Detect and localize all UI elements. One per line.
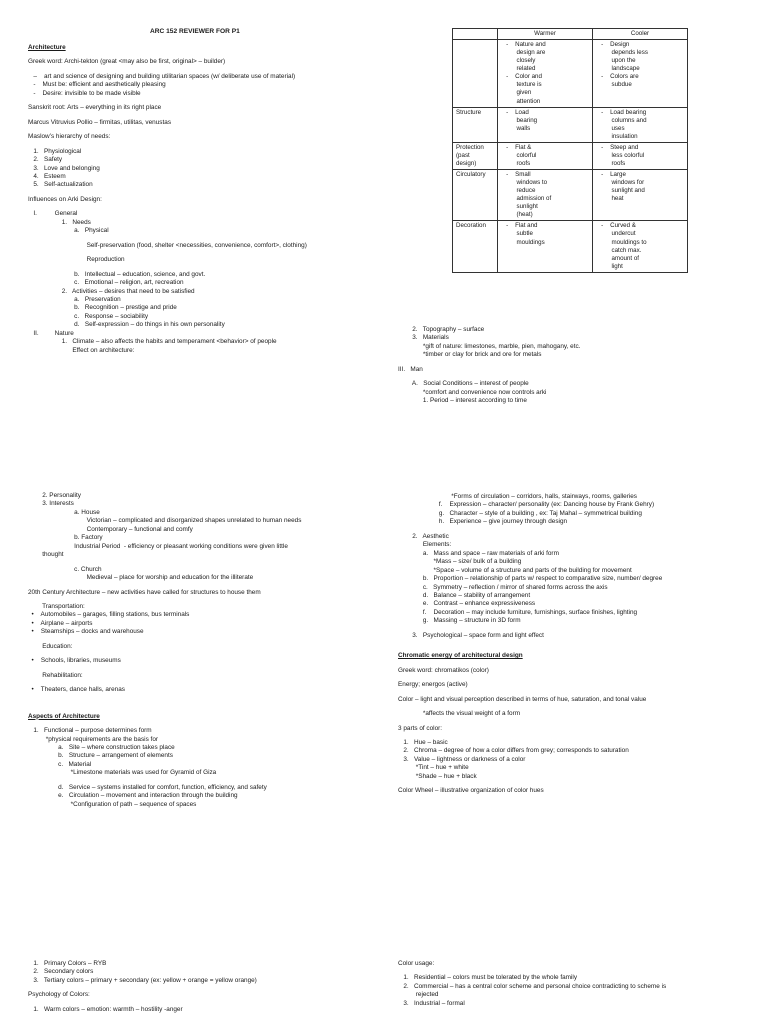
text-line: *Space – volume of a structure and parts of the building for movement bbox=[398, 566, 632, 574]
text-line: 2. Chroma – degree of how a color differs from grey; corresponds to saturation bbox=[398, 747, 629, 755]
text-line: 5. Self-actualization bbox=[28, 181, 93, 189]
text-line: Transportation: bbox=[28, 602, 85, 610]
text-line: g. Character – style of a building , ex: Taj Mahal – symmetrical building bbox=[398, 509, 642, 517]
table-cell: - Steep and less colorful roofs bbox=[593, 142, 688, 169]
text-line: Elements: bbox=[398, 541, 452, 549]
text-line: Psychology of Colors: bbox=[28, 991, 90, 999]
text-line: e. Circulation – movement and interaction through the building bbox=[28, 792, 238, 800]
text-line: Sanskrit root: Arts – everything in its right place bbox=[28, 104, 162, 112]
text-line: b. Factory bbox=[28, 534, 103, 542]
text-line: f. Expression – character/ personality (ex: Dancing house by Frank Gehry) bbox=[398, 501, 655, 509]
text-line: 1. Climate – also affects the habits and temperament <behavior> of people bbox=[28, 338, 277, 346]
text-line: 1. Physiological bbox=[28, 147, 82, 155]
text-line: *Shade – hue + black bbox=[398, 772, 477, 780]
text-line: a. Preservation bbox=[28, 295, 121, 303]
text-line: • Schools, libraries, museums bbox=[28, 657, 121, 665]
table-header-cell: Warmer bbox=[498, 29, 593, 40]
text-line: 3. Materials bbox=[398, 334, 449, 342]
text-line: *Mass – size/ bulk of a building bbox=[398, 558, 522, 566]
text-line: 1. Hue – basic bbox=[398, 738, 448, 746]
text-line: b. Recognition – prestige and pride bbox=[28, 304, 177, 312]
column-right-top bbox=[398, 326, 580, 406]
text-line: e. Contrast – enhance expressiveness bbox=[398, 600, 536, 608]
text-line: *Limestone materials was used for Gyramid of Giza bbox=[28, 769, 217, 777]
text-line: Greek word: chromatikos (color) bbox=[398, 666, 489, 674]
column-right-middle bbox=[398, 493, 662, 796]
text-line: Rehabilitation: bbox=[28, 671, 83, 679]
table-cell: - Load bearing walls bbox=[498, 107, 593, 142]
text-line: 3. Psychological – space form and light effect bbox=[398, 631, 544, 639]
text-line: a. House bbox=[28, 508, 100, 516]
text-line: 1. Primary Colors – RYB bbox=[28, 960, 107, 967]
text-line: *Tint – hue + white bbox=[398, 764, 469, 772]
table-cell: - Load bearing columns and uses insulation bbox=[593, 107, 688, 142]
section-heading: Aspects of Architecture bbox=[28, 712, 100, 720]
table-cell: Protection (past design) bbox=[453, 142, 498, 169]
text-line: b. Proportion – relationship of parts w/ respect to comparative size, number/ degree bbox=[398, 575, 663, 583]
text-line: *comfort and convenience now controls arki bbox=[398, 388, 547, 396]
text-line: 4. Esteem bbox=[28, 172, 66, 180]
table-header-row bbox=[453, 29, 688, 40]
column-left-middle bbox=[28, 492, 301, 809]
text-line: Color Wheel – illustrative organization of color hues bbox=[398, 787, 544, 795]
text-line: a. Mass and space – raw materials of arki form bbox=[398, 549, 559, 557]
text-line: 1. Warm colors – emotion: warmth – hostility -anger bbox=[28, 1005, 183, 1013]
text-line: • Theaters, dance halls, arenas bbox=[28, 686, 125, 694]
table-cell: Structure bbox=[453, 107, 498, 142]
text-line: h. Experience – give journey through design bbox=[398, 518, 568, 526]
text-line: Color usage: bbox=[398, 960, 435, 967]
text-line: – art and science of designing and building utilitarian spaces (w/ deliberate use of material) bbox=[28, 72, 296, 80]
table-row bbox=[453, 40, 688, 108]
text-line: A. Social Conditions – interest of people bbox=[398, 380, 529, 388]
text-line: 20th Century Architecture – new activities have called for structures to house them bbox=[28, 588, 261, 596]
text-line: III. Man bbox=[398, 365, 423, 373]
text-line: Maslow’s hierarchy of needs: bbox=[28, 133, 111, 141]
text-line: Color – light and visual perception described in terms of hue, saturation, and tonal value bbox=[398, 695, 647, 703]
text-line: d. Self-expression – do things in his own personality bbox=[28, 321, 225, 329]
table-row bbox=[453, 170, 688, 221]
text-line: d. Service – systems installed for comfort, function, efficiency, and safety bbox=[28, 783, 267, 791]
climate-effect-table bbox=[452, 28, 688, 273]
text-line: 3. Love and belonging bbox=[28, 164, 100, 172]
text-line: c. Emotional – religion, art, recreation bbox=[28, 279, 184, 287]
column-left-top bbox=[28, 44, 307, 355]
table-cell: - Nature and design are closely related - Color and texture is given attention bbox=[498, 40, 593, 108]
text-line: 2. Commercial – has a central color scheme and personal choice contradicting to scheme is bbox=[398, 982, 667, 990]
table-row bbox=[453, 221, 688, 272]
text-line: Energy; energos (active) bbox=[398, 681, 468, 689]
text-line: 3. Industrial – formal bbox=[398, 999, 465, 1007]
table-cell: - Design depends less upon the landscape - Colors are subdue bbox=[593, 40, 688, 108]
text-line: Reproduction bbox=[28, 256, 125, 264]
text-line: • Steamships – docks and warehouse bbox=[28, 628, 144, 636]
table-row bbox=[453, 142, 688, 169]
text-line: • Airplane – airports bbox=[28, 619, 93, 627]
table-header-cell bbox=[453, 29, 498, 40]
text-line: 2. Activities – desires that need to be satisfied bbox=[28, 287, 195, 295]
table-header-cell: Cooler bbox=[593, 29, 688, 40]
text-line: c. Response – sociability bbox=[28, 312, 149, 320]
text-line: - Must be: efficient and aesthetically pleasing bbox=[28, 81, 166, 89]
text-line: *timber or clay for brick and ore for metals bbox=[398, 351, 542, 359]
table-cell: - Large windows for sunlight and heat bbox=[593, 170, 688, 221]
text-line: 1. Functional – purpose determines form bbox=[28, 727, 152, 735]
text-line: *affects the visual weight of a form bbox=[398, 710, 521, 718]
table-cell: - Small windows to reduce admission of sunlight (heat) bbox=[498, 170, 593, 221]
text-line: 2. Personality bbox=[28, 492, 81, 499]
text-line: a. Physical bbox=[28, 227, 109, 235]
document-title: ARC 152 REVIEWER FOR P1 bbox=[150, 28, 240, 35]
text-line: 1. Period – interest according to time bbox=[398, 397, 527, 405]
table-row bbox=[453, 107, 688, 142]
text-line: Contemporary – functional and comfy bbox=[28, 525, 193, 533]
text-line: c. Symmetry – reflection / mirror of shared forms across the axis bbox=[398, 583, 608, 591]
text-line: 1. Residential – colors must be tolerated by the whole family bbox=[398, 974, 578, 982]
text-line: *physical requirements are the basis for bbox=[28, 735, 159, 743]
text-line: Industrial Period - efficiency or pleasant working conditions were given little bbox=[28, 542, 288, 550]
text-line: 2. Secondary colors bbox=[28, 968, 94, 976]
column-left-bottom bbox=[28, 960, 257, 1014]
text-line: Victorian – complicated and disorganized shapes unrelated to human needs bbox=[28, 517, 302, 525]
text-line: c. Material bbox=[28, 760, 92, 768]
text-line: 2. Aesthetic bbox=[398, 532, 449, 540]
text-line: Influences on Arki Design: bbox=[28, 195, 102, 203]
text-line: II. Nature bbox=[28, 329, 74, 337]
text-line: d. Balance – stability of arrangement bbox=[398, 591, 531, 599]
section-heading: Architecture bbox=[28, 44, 66, 51]
text-line: 3. Value – lightness or darkness of a color bbox=[398, 755, 526, 763]
text-line: *Forms of circulation – corridors, halls, stairways, rooms, galleries bbox=[398, 493, 638, 500]
table-cell: - Flat and subtle mouldings bbox=[498, 221, 593, 272]
text-line: 1. Needs bbox=[28, 218, 91, 226]
table-cell: - Flat & colorful roofs bbox=[498, 142, 593, 169]
text-line: g. Massing – structure in 3D form bbox=[398, 617, 521, 625]
table-cell: Decoration bbox=[453, 221, 498, 272]
text-line: 3 parts of color: bbox=[398, 724, 443, 732]
text-line: Education: bbox=[28, 642, 73, 650]
table-cell: - Curved & undercut mouldings to catch max. amount of light bbox=[593, 221, 688, 272]
text-line: Effect on architecture: bbox=[28, 346, 135, 354]
text-line: b. Structure – arrangement of elements bbox=[28, 752, 173, 760]
section-heading: Chromatic energy of architectural design bbox=[398, 652, 523, 660]
text-line: b. Intellectual – education, science, and govt. bbox=[28, 270, 206, 278]
text-line: Medieval – place for worship and education for the illiterate bbox=[28, 574, 254, 582]
text-line: *gift of nature: limestones, marble, pien, mahogany, etc. bbox=[398, 342, 581, 350]
text-line: thought bbox=[28, 551, 64, 559]
text-line: 3. Interests bbox=[28, 500, 74, 508]
text-line: 2. Topography – surface bbox=[398, 326, 485, 333]
text-line: a. Site – where construction takes place bbox=[28, 743, 175, 751]
text-line: f. Decoration – may include furniture, furnishings, surface finishes, lighting bbox=[398, 608, 638, 616]
text-line: Greek word: Archi-tekton (great <may also be first, original> – builder) bbox=[28, 58, 226, 66]
table-cell: Circulatory bbox=[453, 170, 498, 221]
text-line: I. General bbox=[28, 210, 78, 218]
text-line: 3. Tertiary colors – primary + secondary (ex: yellow + orange = yellow orange) bbox=[28, 976, 257, 984]
text-line: *Configuration of path – sequence of spaces bbox=[28, 800, 197, 808]
text-line: rejected bbox=[398, 991, 439, 999]
text-line: Self-preservation (food, shelter <necessities, convenience, comfort>, clothing) bbox=[28, 241, 307, 249]
text-line: • Automobiles – garages, filling stations, bus terminals bbox=[28, 611, 190, 619]
text-line: Marcus Vitruvius Pollio – firmitas, utilitas, venustas bbox=[28, 118, 172, 126]
text-line: 2. Safety bbox=[28, 156, 63, 164]
column-right-bottom bbox=[398, 960, 666, 1008]
table-cell bbox=[453, 40, 498, 108]
text-line: - Desire: invisible to be made visible bbox=[28, 89, 141, 97]
text-line: c. Church bbox=[28, 565, 102, 573]
